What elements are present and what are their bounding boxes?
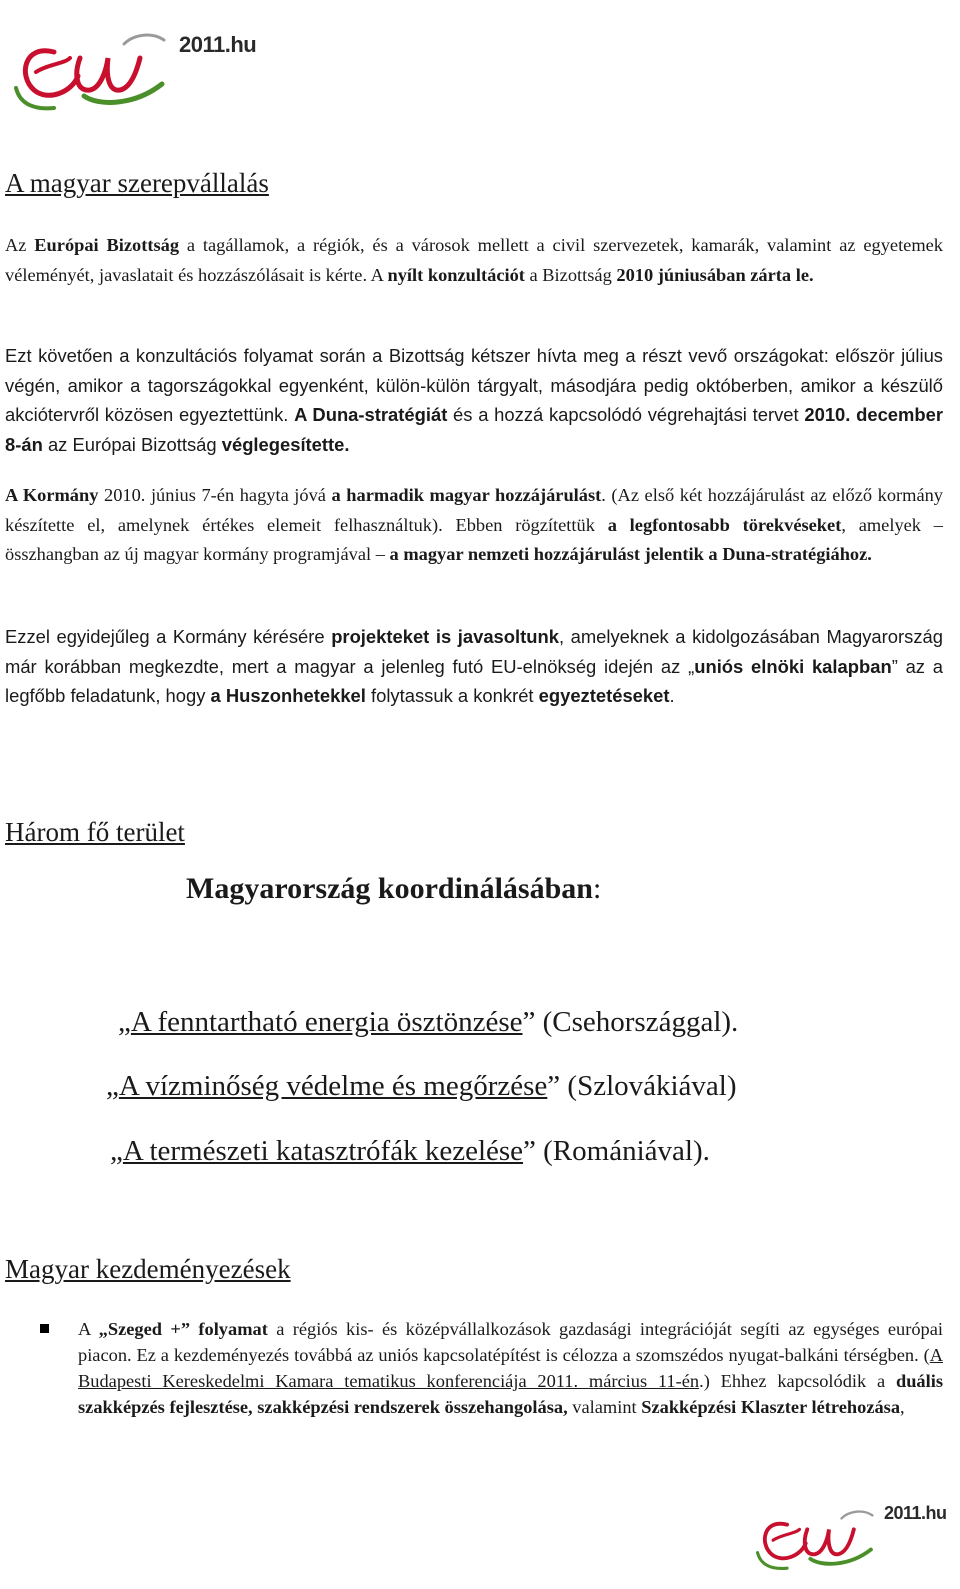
square-bullet-icon <box>40 1324 49 1333</box>
area-natural-disasters: „A természeti katasztrófák kezelése” (Romániával). <box>110 1135 710 1167</box>
area-energy: „A fenntartható energia ösztönzése” (Csehországgal). <box>118 1006 739 1038</box>
section-title-hungarian-role: A magyar szerepvállalás <box>5 168 269 198</box>
bkik-conference-link[interactable]: A Budapesti Kereskedelmi Kamara tematikus konferenciája 2011. március 11-én <box>78 1345 943 1391</box>
paragraph-government: A Kormány 2010. június 7-én hagyta jóvá a harmadik magyar hozzájárulást. (Az első két hozzájárulást az előző kormány készítette el, amelynek értékes elemeit felhasználtuk). Ebben rögzítettük a legfontosabb törekvéseket, amelyek – összhangban az új magyar kormány programjával – a magyar nemzeti hozzájárulást jelentik a Duna-stratégiához. <box>5 485 944 564</box>
eu2011-logo-footer <box>756 1493 946 1575</box>
logo-domain: 2011.hu <box>179 32 257 57</box>
coordination-heading: Magyarország koordinálásában: <box>186 872 602 905</box>
paragraph-consultation: Az Európai Bizottság a tagállamok, a régiók, és a városok mellett a civil szervezetek, kamarák, valamint az egyetemek véleményét, javaslatait és hozzászólásait is kérte. A nyílt konzultációt a Bizottság 2010 júniusában zárta le. <box>5 235 944 285</box>
eu2011-logo <box>14 14 257 114</box>
eu-swoosh-icon <box>756 1493 888 1575</box>
area-water-quality: „A vízminőség védelme és megőrzése” (Szlovákiával) <box>106 1070 737 1102</box>
section-title-three-areas: Három fő terület <box>5 817 185 847</box>
logo-domain-footer: 2011.hu <box>884 1503 947 1523</box>
paragraph-projects: Ezzel egyidejűleg a Kormány kérésére projekteket is javasoltunk, amelyeknek a kidolgozásában Magyarország már korábban megkezdte, mert a magyar a jelenleg futó EU-elnökség idején az „uniós elnöki kalapban” az a legfőbb feladatunk, hogy a Huszonhetekkel folytassuk a konkrét egyeztetéseket. <box>5 626 944 706</box>
eu-swoosh-icon <box>14 14 184 114</box>
list-item-szeged: A „Szeged +” folyamat a régiós kis- és középvállalkozások gazdasági integrációját segíti az egységes európai piacon. Ez a kezdeményezés továbbá az uniós kapcsolatépítést is célozza a szomszédos nyugat-balkáni térségben. (A Budapesti Kereskedelmi Kamara tematikus konferenciája 2011. március 11-én.) Ehhez kapcsolódik a duális szakképzés fejlesztése, szakképzési rendszerek összehangolása, valamint Szakképzési Klaszter létrehozása, <box>40 1316 943 1420</box>
section-title-hungarian-initiatives: Magyar kezdeményezések <box>5 1254 291 1284</box>
paragraph-process: Ezt követően a konzultációs folyamat során a Bizottság kétszer hívta meg a részt vevő országokat: először július végén, amikor a tagországokkal egyenként, külön-külön tárgyalt, másodjára pedig októberben, amikor a készülő akciótervről közösen egyeztettünk. A Duna-stratégiát és a hozzá kapcsolódó végrehajtási tervet 2010. december 8-án az Európai Bizottság véglegesítette. <box>5 345 943 455</box>
